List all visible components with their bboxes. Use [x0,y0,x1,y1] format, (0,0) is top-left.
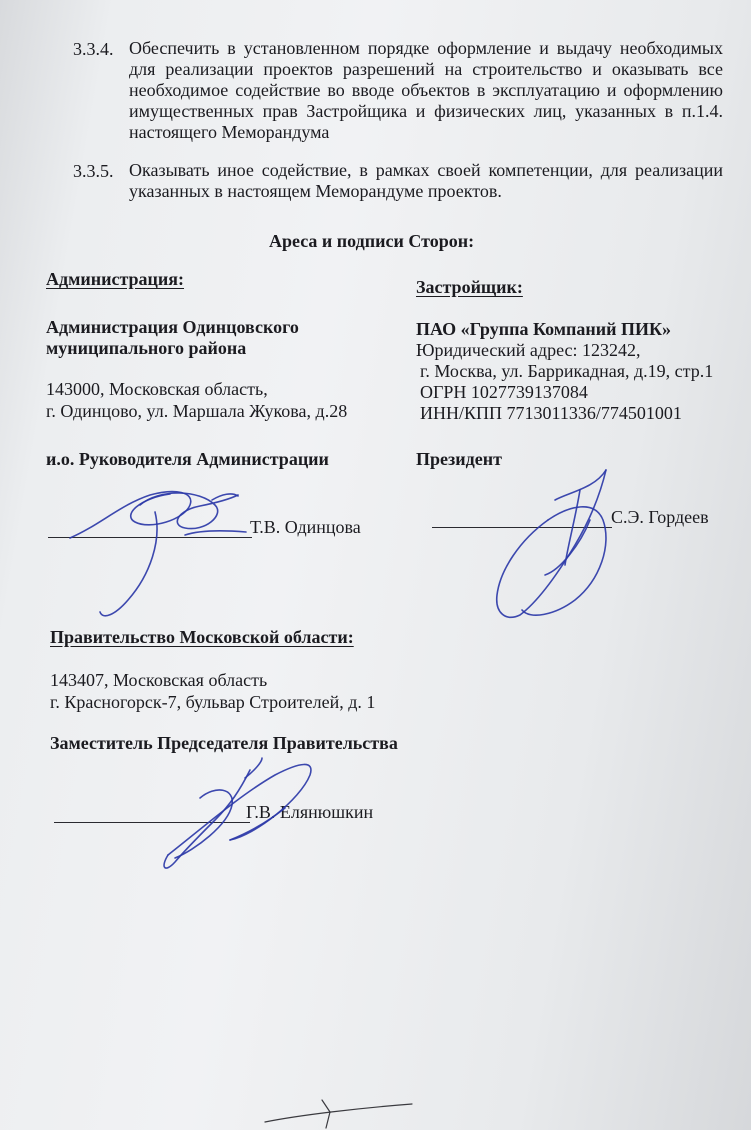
administration-signature [70,492,246,616]
clause-text [129,38,723,143]
developer-inn-kpp: ИНН/КПП 7713011336/774501001 [420,403,682,423]
developer-legal-address: г. Москва, ул. Баррикадная, д.19, стр.1 [420,361,714,381]
bottom-mark [265,1100,412,1128]
clause-line: Оказывать иное содействие, в рамках своей компетенции, для реализации [129,160,723,180]
clause-line: указанных в настоящем Меморандуме проектов. [129,181,502,201]
clause-line: для реализации проектов разрешений на строительство и оказывать все [129,59,723,79]
clause-number: 3.3.5. [73,161,114,181]
developer-legal-address: Юридический адрес: 123242, [416,340,641,360]
developer-signer: С.Э. Гордеев [611,507,709,527]
administration-position: и.о. Руководителя Администрации [46,449,329,469]
developer-heading: Застройщик: [416,277,523,297]
signature-line [432,527,612,528]
developer-name: ПАО «Группа Компаний ПИК» [416,319,672,339]
developer-signature [497,470,606,617]
developer-ogrn: ОГРН 1027739137084 [420,382,588,402]
clause-line: Обеспечить в установленном порядке оформление и выдачу необходимых [129,38,723,58]
clause-line: необходимое содействие во вводе объектов в эксплуатацию и оформлению [129,80,723,100]
clause-line: настоящего Меморандума [129,122,330,142]
administration-heading: Администрация: [46,269,185,289]
government-position: Заместитель Председателя Правительства [50,733,398,753]
section-title: Ареса и подписи Сторон: [269,231,475,251]
clause-text [129,160,723,202]
administration-address: г. Одинцово, ул. Маршала Жукова, д.28 [46,401,348,421]
clause-line: имущественных прав Застройщика и физических лиц, указанных в п.1.4. [129,101,723,121]
administration-name: Администрация Одинцовского [46,317,299,337]
signature-line [48,537,252,538]
government-heading: Правительство Московской области: [50,627,354,647]
government-signer: Г.В. Елянюшкин [246,802,374,822]
government-address: 143407, Московская область [50,670,268,690]
administration-name: муниципального района [46,338,247,358]
signature-line [54,822,250,823]
developer-position: Президент [416,449,502,469]
administration-address: 143000, Московская область, [46,379,268,399]
administration-signer: Т.В. Одинцова [250,517,361,537]
clause-number: 3.3.4. [73,39,114,59]
government-address: г. Красногорск-7, бульвар Строителей, д. 1 [50,692,376,712]
